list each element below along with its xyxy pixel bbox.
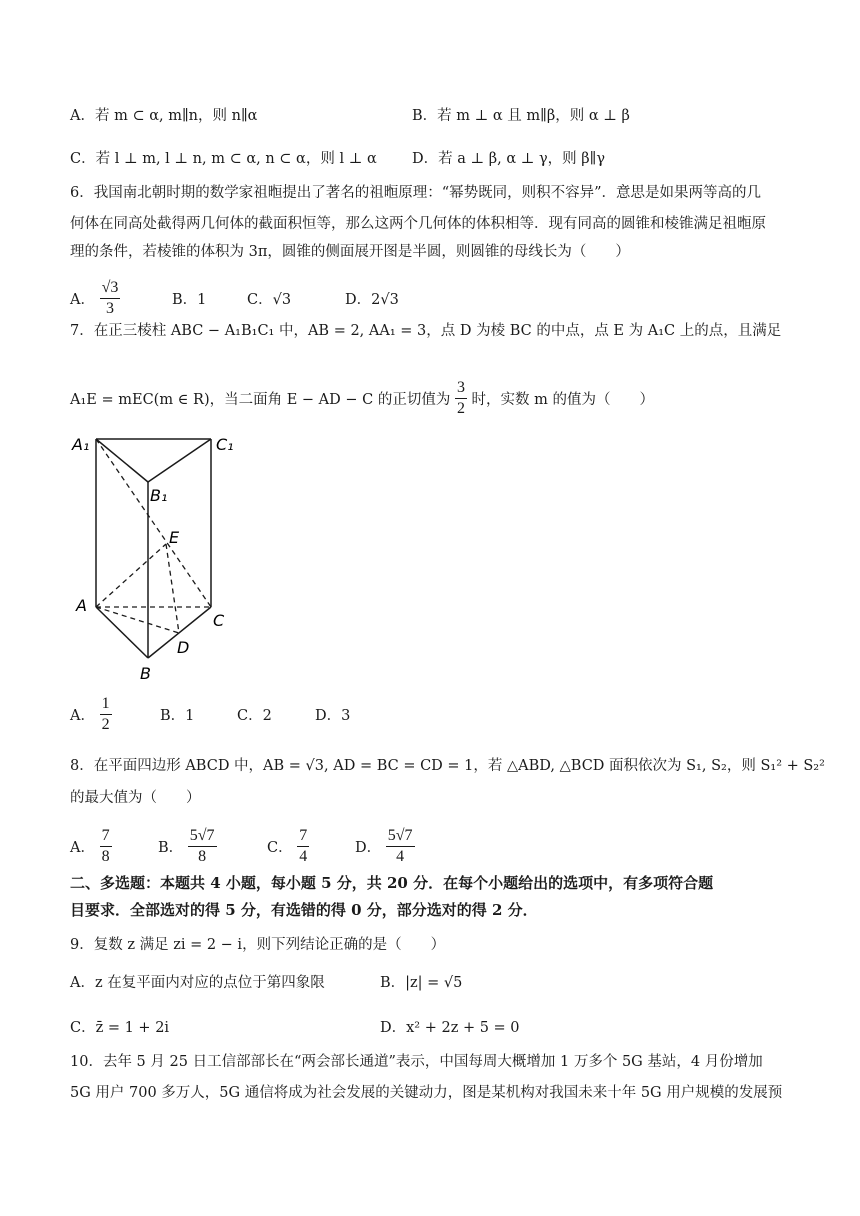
fraction (297, 826, 309, 867)
fraction (455, 378, 467, 419)
denominator: 2 (456, 400, 465, 417)
prism-figure (66, 430, 236, 690)
numerator: 3 (455, 378, 467, 399)
label-c: C (213, 611, 225, 630)
denominator: 4 (396, 848, 405, 865)
label-b1: B₁ (150, 486, 168, 505)
option-label: A． (70, 292, 95, 308)
label-c1: C₁ (216, 435, 234, 454)
q7-stem-line2 (70, 378, 654, 419)
fraction (100, 278, 121, 319)
fraction (386, 826, 415, 867)
label-a: A (76, 596, 87, 615)
option-text: 若 a ⊥ β, α ⊥ γ，则 β∥γ (438, 151, 606, 167)
numerator: 5√7 (188, 826, 217, 847)
stem-text: 时，实数 m 的值为（ ） (471, 392, 655, 408)
section-heading-line1: 二、多选题：本题共 4 小题，每小题 5 分，共 20 分．在每个小题给出的选项中，有多项符合题 (70, 874, 714, 892)
q9-option-c: C．z̄ = 1 + 2i (70, 1020, 170, 1036)
q6-stem-line2: 何体在同高处截得两几何体的截面积恒等，那么这两个几何体的体积相等．现有同高的圆锥和棱锥满足祖暅原 (70, 216, 766, 232)
q5-option-c (70, 149, 377, 169)
q7-option-b: B．1 (160, 708, 195, 724)
q8-stem-line2: 的最大值为（ ） (70, 790, 201, 806)
option-text: 若 m ⊥ α 且 m∥β，则 α ⊥ β (437, 108, 630, 124)
q5-option-d (412, 149, 605, 169)
option-text: 若 l ⊥ m, l ⊥ n, m ⊂ α, n ⊂ α，则 l ⊥ α (95, 151, 377, 167)
label-e: E (169, 528, 180, 547)
option-text: 若 m ⊂ α, m∥n，则 n∥α (94, 108, 258, 124)
q5-option-b (412, 106, 630, 126)
option-label: D． (412, 151, 439, 167)
q8-option-d (355, 826, 415, 867)
denominator: 2 (101, 716, 110, 733)
option-label: D． (355, 840, 382, 856)
q9-option-a: A．z 在复平面内对应的点位于第四象限 (70, 975, 325, 991)
section-heading-line2: 目要求．全部选对的得 5 分，有选错的得 0 分，部分选对的得 2 分． (70, 901, 538, 919)
q7-option-a (70, 694, 112, 735)
q6-option-a (70, 278, 120, 319)
label-d: D (177, 638, 190, 657)
option-label: A． (70, 708, 95, 724)
q7-option-c: C．2 (237, 708, 272, 724)
q6-stem-line3: 理的条件，若棱锥的体积为 3π，圆锥的侧面展开图是半圆，则圆锥的母线长为（ ） (70, 244, 630, 260)
q6-stem-line1: 6．我国南北朝时期的数学家祖暅提出了著名的祖暅原理：“幂势既同，则积不容异”．意思是如果两等高的几 (70, 185, 762, 201)
option-label: C． (267, 840, 293, 856)
q8-option-b (158, 826, 217, 867)
numerator: 7 (100, 826, 112, 847)
numerator: 5√7 (386, 826, 415, 847)
q8-option-c (267, 826, 309, 867)
denominator: 8 (101, 848, 110, 865)
numerator: √3 (100, 278, 121, 299)
denominator: 8 (198, 848, 207, 865)
q8-option-a (70, 826, 112, 867)
q9-stem: 9．复数 z 满足 zi = 2 − i，则下列结论正确的是（ ） (70, 937, 446, 953)
fraction (100, 694, 112, 735)
q6-option-b: B．1 (172, 292, 207, 308)
numerator: 7 (297, 826, 309, 847)
option-label: B． (412, 108, 438, 124)
q5-option-a (70, 106, 257, 126)
denominator: 4 (299, 848, 308, 865)
denominator: 3 (105, 300, 114, 317)
fraction (188, 826, 217, 867)
q9-option-b: B．|z| = √5 (380, 975, 463, 991)
numerator: 1 (100, 694, 112, 715)
q8-stem-line1: 8．在平面四边形 ABCD 中，AB = √3, AD = BC = CD = 1，若 △ABD, △BCD 面积依次为 S₁, S₂，则 S₁² + S₂² (70, 758, 825, 774)
option-label: B． (158, 840, 184, 856)
label-a1: A₁ (72, 435, 90, 454)
option-label: C． (70, 151, 96, 167)
stem-text: A₁E = mEC(m ∈ R)，当二面角 E − AD − C 的正切值为 (70, 392, 451, 408)
q6-option-c: C．√3 (247, 292, 292, 308)
q10-stem-line2: 5G 用户 700 多万人，5G 通信将成为社会发展的关键动力，图是某机构对我国未来十年 5G 用户规模的发展预 (70, 1085, 783, 1101)
option-label: A． (70, 108, 95, 124)
label-b: B (140, 664, 151, 683)
q6-option-d: D．2√3 (345, 292, 399, 308)
q7-option-d: D．3 (315, 708, 351, 724)
q7-stem-line1: 7．在正三棱柱 ABC − A₁B₁C₁ 中，AB = 2, AA₁ = 3，点 D 为棱 BC 的中点，点 E 为 A₁C 上的点，且满足 (70, 323, 782, 339)
fraction (100, 826, 112, 867)
option-label: A． (70, 840, 95, 856)
q9-option-d: D．x² + 2z + 5 = 0 (380, 1020, 520, 1036)
q10-stem-line1: 10．去年 5 月 25 日工信部部长在“两会部长通道”表示，中国每周大概增加 1 万多个 5G 基站，4 月份增加 (70, 1054, 763, 1070)
